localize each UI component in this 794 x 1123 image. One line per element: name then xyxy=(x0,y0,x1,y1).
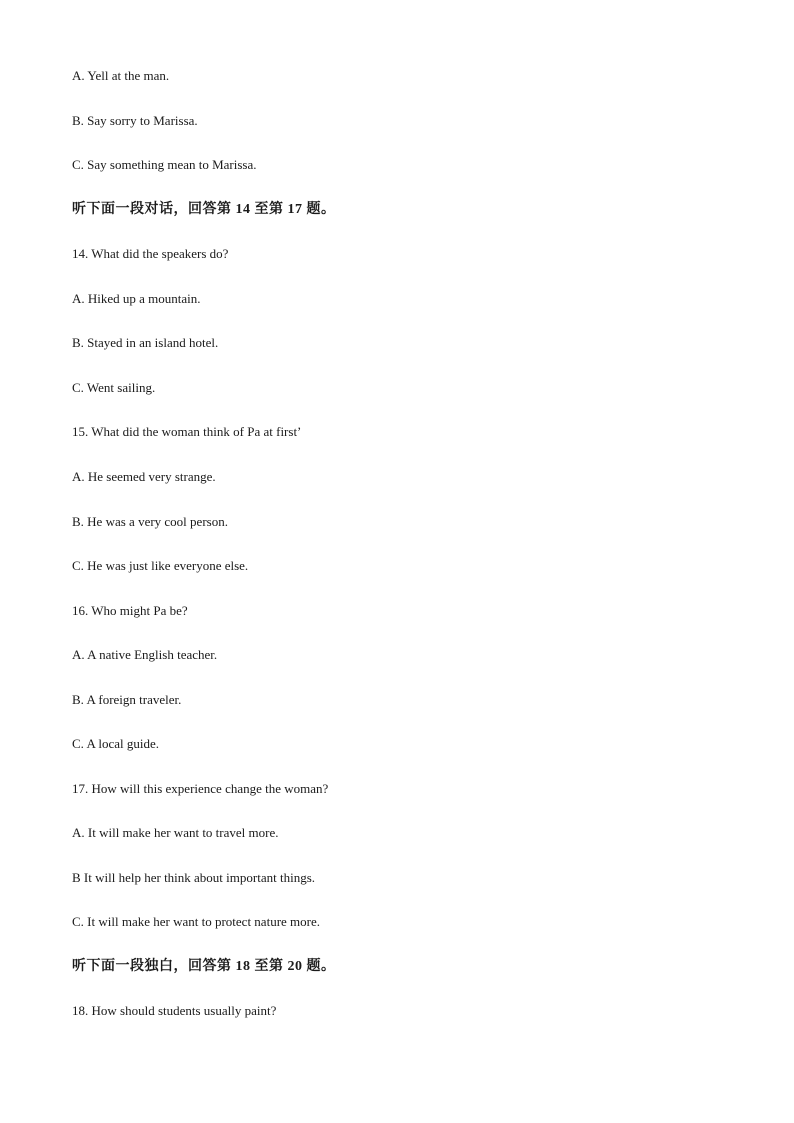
section-instruction-18-20: 听下面一段独白，回答第 18 至第 20 题。 xyxy=(72,959,336,974)
option-b-q17: B It will help her think about important things. xyxy=(72,870,316,885)
option-c-q13: C. Say something mean to Marissa. xyxy=(72,157,257,172)
option-b-q14: B. Stayed in an island hotel. xyxy=(72,335,219,350)
question-14: 14. What did the speakers do? xyxy=(72,246,229,261)
option-a-q17: A. It will make her want to travel more. xyxy=(72,825,279,840)
option-c-q17: C. It will make her want to protect nature more. xyxy=(72,914,321,929)
option-c-q15: C. He was just like everyone else. xyxy=(72,558,249,573)
section-instruction-14-17: 听下面一段对话，回答第 14 至第 17 题。 xyxy=(72,202,336,217)
question-15: 15. What did the woman think of Pa at first’ xyxy=(72,424,302,439)
option-c-q14: C. Went sailing. xyxy=(72,380,156,395)
option-a-q16: A. A native English teacher. xyxy=(72,647,218,662)
option-a-q14: A. Hiked up a mountain. xyxy=(72,291,201,306)
option-b-q16: B. A foreign traveler. xyxy=(72,692,182,707)
option-a-q15: A. He seemed very strange. xyxy=(72,469,216,484)
option-b-q15: B. He was a very cool person. xyxy=(72,514,228,529)
option-c-q16: C. A local guide. xyxy=(72,736,160,751)
option-b-q13: B. Say sorry to Marissa. xyxy=(72,113,198,128)
question-17: 17. How will this experience change the woman? xyxy=(72,781,329,796)
question-18: 18. How should students usually paint? xyxy=(72,1003,277,1018)
question-16: 16. Who might Pa be? xyxy=(72,603,188,618)
option-a-q13: A. Yell at the man. xyxy=(72,68,170,83)
